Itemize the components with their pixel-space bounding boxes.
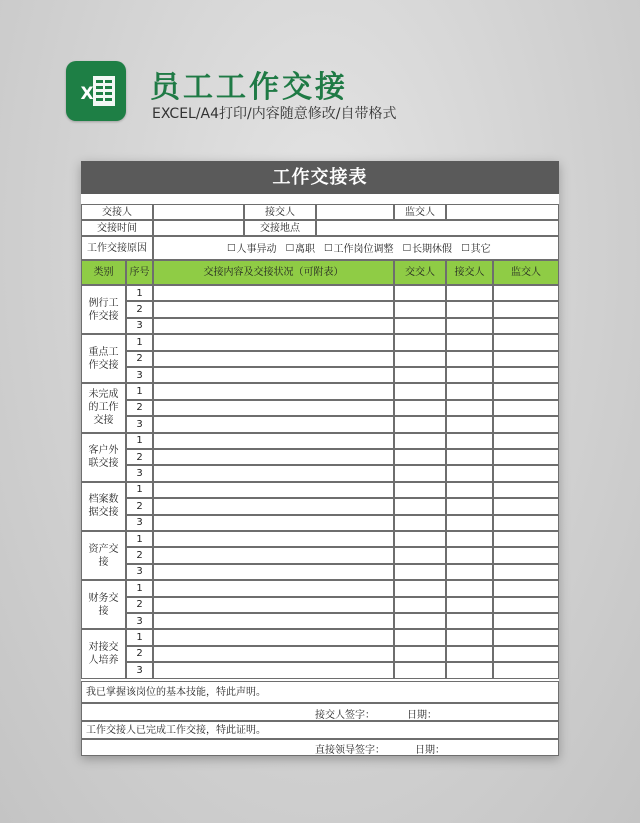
table-cell[interactable] — [153, 465, 394, 481]
receiver-date-label: 日期： — [407, 710, 437, 721]
excel-logo-icon — [66, 61, 126, 121]
table-cell[interactable] — [493, 547, 559, 563]
row-number: 1 — [126, 482, 153, 498]
table-cell[interactable] — [446, 613, 493, 629]
checkbox-icon: □ — [324, 242, 333, 253]
table-cell[interactable] — [153, 416, 394, 432]
table-cell[interactable] — [394, 564, 446, 580]
row-number: 3 — [126, 465, 153, 481]
category-cell: 重点工作交接 — [81, 334, 126, 383]
row-number: 3 — [126, 564, 153, 580]
row-number: 3 — [126, 613, 153, 629]
table-cell[interactable] — [394, 629, 446, 645]
table-cell[interactable] — [493, 383, 559, 399]
col-handover: 交交人 — [394, 260, 446, 285]
option-other[interactable]: □ 其它 — [461, 242, 491, 255]
option-resign[interactable]: □ 离职 — [285, 242, 316, 255]
table-cell[interactable] — [394, 531, 446, 547]
table-cell[interactable] — [394, 662, 446, 678]
table-cell[interactable] — [153, 334, 394, 350]
row-number: 1 — [126, 629, 153, 645]
sheet-title: 工作交接表 — [81, 161, 559, 194]
row-number: 2 — [126, 351, 153, 367]
table-cell[interactable] — [493, 531, 559, 547]
option-post-change[interactable]: □ 工作岗位调整 — [324, 242, 394, 255]
row-number: 1 — [126, 580, 153, 596]
table-cell[interactable] — [394, 433, 446, 449]
col-supervisor: 监交人 — [493, 260, 559, 285]
table-cell[interactable] — [446, 662, 493, 678]
table-cell[interactable] — [493, 400, 559, 416]
table-cell[interactable] — [493, 515, 559, 531]
table-cell[interactable] — [493, 498, 559, 514]
row-number: 2 — [126, 301, 153, 317]
category-cell: 档案数据交接 — [81, 482, 126, 531]
checkbox-icon: □ — [227, 242, 236, 253]
table-cell[interactable] — [446, 646, 493, 662]
table-cell[interactable] — [153, 449, 394, 465]
receiver-sign-label: 接交人签字： — [315, 710, 375, 721]
table-cell[interactable] — [446, 351, 493, 367]
table-cell[interactable] — [493, 580, 559, 596]
label-receiver: 接交人 — [244, 204, 316, 220]
table-cell[interactable] — [446, 433, 493, 449]
label-handover-person: 交接人 — [81, 204, 153, 220]
table-cell[interactable] — [446, 383, 493, 399]
table-cell[interactable] — [153, 646, 394, 662]
category-cell: 对接交人培养 — [81, 629, 126, 678]
table-cell[interactable] — [153, 580, 394, 596]
table-cell[interactable] — [153, 433, 394, 449]
logo-letter: X — [80, 84, 94, 104]
table-cell[interactable] — [394, 301, 446, 317]
table-cell[interactable] — [394, 646, 446, 662]
reason-options — [227, 240, 500, 255]
row-number: 3 — [126, 662, 153, 678]
table-cell[interactable] — [446, 597, 493, 613]
table-cell[interactable] — [446, 449, 493, 465]
table-cell[interactable] — [446, 285, 493, 301]
category-cell: 例行工作交接 — [81, 285, 126, 334]
table-cell[interactable] — [394, 351, 446, 367]
table-cell[interactable] — [493, 334, 559, 350]
supervisor-field[interactable] — [446, 204, 559, 220]
table-cell[interactable] — [394, 416, 446, 432]
table-cell[interactable] — [394, 383, 446, 399]
table-cell[interactable] — [394, 285, 446, 301]
table-cell[interactable] — [493, 597, 559, 613]
row-number: 1 — [126, 334, 153, 350]
statement-receiver: 我已掌握该岗位的基本技能，特此声明。 — [81, 681, 559, 703]
row-number: 3 — [126, 515, 153, 531]
table-cell[interactable] — [446, 334, 493, 350]
table-cell[interactable] — [493, 351, 559, 367]
category-cell: 资产交接 — [81, 531, 126, 580]
handover-sheet — [81, 161, 559, 756]
label-supervisor: 监交人 — [394, 204, 446, 220]
table-cell[interactable] — [394, 449, 446, 465]
table-cell[interactable] — [153, 629, 394, 645]
table-cell[interactable] — [394, 498, 446, 514]
row-number: 1 — [126, 383, 153, 399]
table-cell[interactable] — [153, 547, 394, 563]
row-number: 3 — [126, 367, 153, 383]
table-cell[interactable] — [394, 515, 446, 531]
option-long-leave[interactable]: □ 长期休假 — [402, 242, 453, 255]
table-cell[interactable] — [153, 564, 394, 580]
table-cell[interactable] — [446, 580, 493, 596]
table-cell[interactable] — [493, 465, 559, 481]
label-reason: 工作交接原因 — [81, 236, 153, 260]
table-cell[interactable] — [153, 531, 394, 547]
table-cell[interactable] — [493, 318, 559, 334]
table-cell[interactable] — [153, 285, 394, 301]
checkbox-icon: □ — [461, 242, 470, 253]
row-number: 2 — [126, 498, 153, 514]
table-cell[interactable] — [493, 629, 559, 645]
row-number: 1 — [126, 531, 153, 547]
table-cell[interactable] — [493, 662, 559, 678]
table-cell[interactable] — [394, 597, 446, 613]
table-cell[interactable] — [153, 301, 394, 317]
handover-person-field[interactable] — [153, 204, 244, 220]
table-cell[interactable] — [394, 482, 446, 498]
table-cell[interactable] — [394, 334, 446, 350]
table-cell[interactable] — [153, 318, 394, 334]
table-cell[interactable] — [153, 351, 394, 367]
table-cell[interactable] — [446, 498, 493, 514]
table-cell[interactable] — [446, 564, 493, 580]
table-cell[interactable] — [493, 613, 559, 629]
label-place: 交接地点 — [244, 220, 316, 236]
category-cell: 未完成的工作交接 — [81, 383, 126, 432]
row-number: 1 — [126, 433, 153, 449]
checkbox-icon: □ — [402, 242, 412, 253]
table-cell[interactable] — [446, 367, 493, 383]
table-cell[interactable] — [153, 515, 394, 531]
row-number: 2 — [126, 547, 153, 563]
table-cell[interactable] — [446, 515, 493, 531]
option-transfer[interactable]: □ 人事异动 — [227, 242, 277, 255]
row-number: 3 — [126, 318, 153, 334]
page-subtitle: EXCEL/A4打印/内容随意修改/自带格式 — [152, 106, 397, 122]
table-cell[interactable] — [493, 646, 559, 662]
table-cell[interactable] — [153, 383, 394, 399]
table-cell[interactable] — [446, 629, 493, 645]
label-time: 交接时间 — [81, 220, 153, 236]
table-cell[interactable] — [153, 482, 394, 498]
table-cell[interactable] — [153, 400, 394, 416]
table-cell[interactable] — [446, 416, 493, 432]
row-number: 3 — [126, 416, 153, 432]
table-cell[interactable] — [153, 613, 394, 629]
row-number: 2 — [126, 449, 153, 465]
statement-handover: 工作交接人已完成工作交接，特此证明。 — [81, 721, 559, 739]
receiver-field[interactable] — [316, 204, 394, 220]
table-cell[interactable] — [153, 367, 394, 383]
row-number: 1 — [126, 285, 153, 301]
leader-sign-label: 直接领导签字： — [315, 745, 385, 756]
table-cell[interactable] — [493, 367, 559, 383]
checkbox-icon: □ — [285, 242, 295, 253]
table-cell[interactable] — [493, 482, 559, 498]
category-cell: 客户外联交接 — [81, 433, 126, 482]
leader-date-label: 日期： — [415, 745, 445, 756]
table-cell[interactable] — [394, 318, 446, 334]
table-cell[interactable] — [493, 433, 559, 449]
table-cell[interactable] — [394, 400, 446, 416]
table-cell[interactable] — [493, 285, 559, 301]
table-cell[interactable] — [394, 465, 446, 481]
row-number: 2 — [126, 400, 153, 416]
col-category: 类别 — [81, 260, 126, 285]
table-cell[interactable] — [493, 449, 559, 465]
table-cell[interactable] — [446, 465, 493, 481]
table-cell[interactable] — [493, 301, 559, 317]
page-title: 员工工作交接 — [150, 70, 348, 105]
table-cell[interactable] — [153, 498, 394, 514]
table-cell[interactable] — [394, 547, 446, 563]
col-number: 序号 — [126, 260, 153, 285]
table-cell[interactable] — [446, 400, 493, 416]
time-field[interactable] — [153, 220, 244, 236]
col-receiver: 接交人 — [446, 260, 493, 285]
table-cell[interactable] — [394, 367, 446, 383]
category-cell: 财务交接 — [81, 580, 126, 629]
table-cell[interactable] — [394, 613, 446, 629]
table-cell[interactable] — [153, 662, 394, 678]
table-cell[interactable] — [493, 416, 559, 432]
table-cell[interactable] — [493, 564, 559, 580]
row-number: 2 — [126, 646, 153, 662]
table-cell[interactable] — [446, 547, 493, 563]
table-cell[interactable] — [446, 531, 493, 547]
col-content: 交接内容及交接状况（可附表） — [153, 260, 394, 285]
table-cell[interactable] — [153, 597, 394, 613]
table-cell[interactable] — [446, 301, 493, 317]
table-cell[interactable] — [394, 580, 446, 596]
table-cell[interactable] — [446, 482, 493, 498]
row-number: 2 — [126, 597, 153, 613]
table-cell[interactable] — [446, 318, 493, 334]
place-field[interactable] — [316, 220, 559, 236]
